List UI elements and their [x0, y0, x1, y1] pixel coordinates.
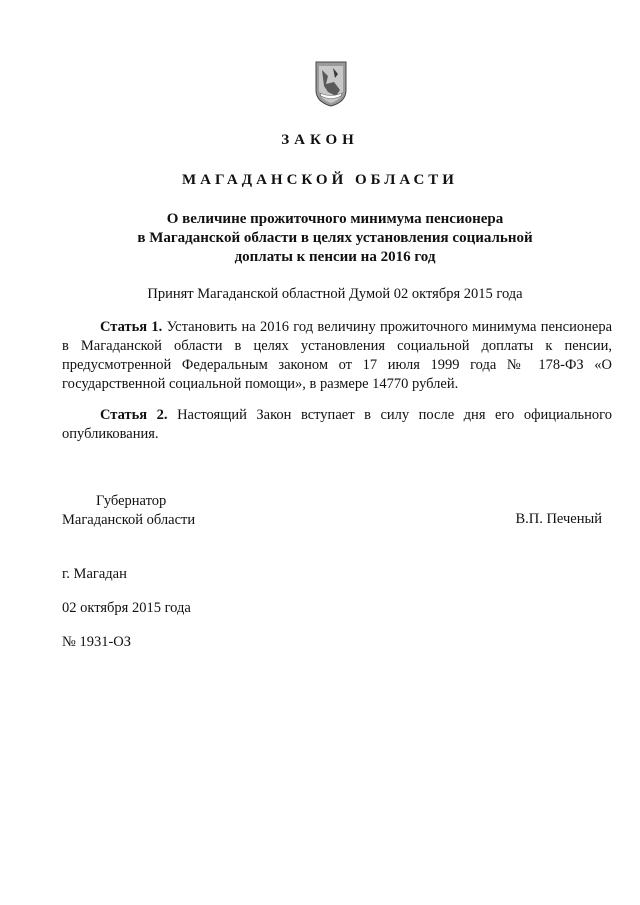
document-type-title: ЗАКОН: [281, 132, 359, 148]
article-2: [62, 406, 612, 444]
subject-line: О величине прожиточного минимума пенсионера: [166, 211, 504, 227]
article-text: Настоящий Закон вступает в силу после дня его официального опубликования.: [62, 407, 613, 442]
signatory-name: В.П. Печеный: [515, 511, 602, 527]
coat-of-arms-emblem: [314, 60, 348, 108]
article-label: Статья 1.: [100, 319, 163, 335]
region-title: МАГАДАНСКОЙ ОБЛАСТИ: [182, 172, 458, 188]
article-1: [62, 318, 612, 394]
magadan-coat-of-arms-icon: [314, 60, 348, 108]
adoption-statement: Принят Магаданской областной Думой 02 октября 2015 года: [147, 286, 523, 302]
city: г. Магадан: [62, 566, 127, 582]
position-line: Губернатор: [96, 493, 167, 509]
subject-line: в Магаданской области в целях установления социальной: [137, 230, 533, 246]
article-label: Статья 2.: [100, 407, 168, 423]
law-number: № 1931-ОЗ: [62, 634, 132, 650]
signing-date: 02 октября 2015 года: [62, 600, 191, 616]
law-subject-title: [60, 210, 610, 267]
signatory-position: [62, 492, 195, 530]
position-line: Магаданской области: [62, 512, 196, 528]
subject-line: доплаты к пенсии на 2016 год: [234, 249, 436, 265]
article-text: Установить на 2016 год величину прожиточного минимума пенсионера в Магаданской области в целях установления социальной доплаты к пенсии, предусмотренной Федеральным законом от 17 июля 1999 года № 178-ФЗ «О государственной социальной помощи», в размере 14770 рублей.: [62, 319, 613, 392]
